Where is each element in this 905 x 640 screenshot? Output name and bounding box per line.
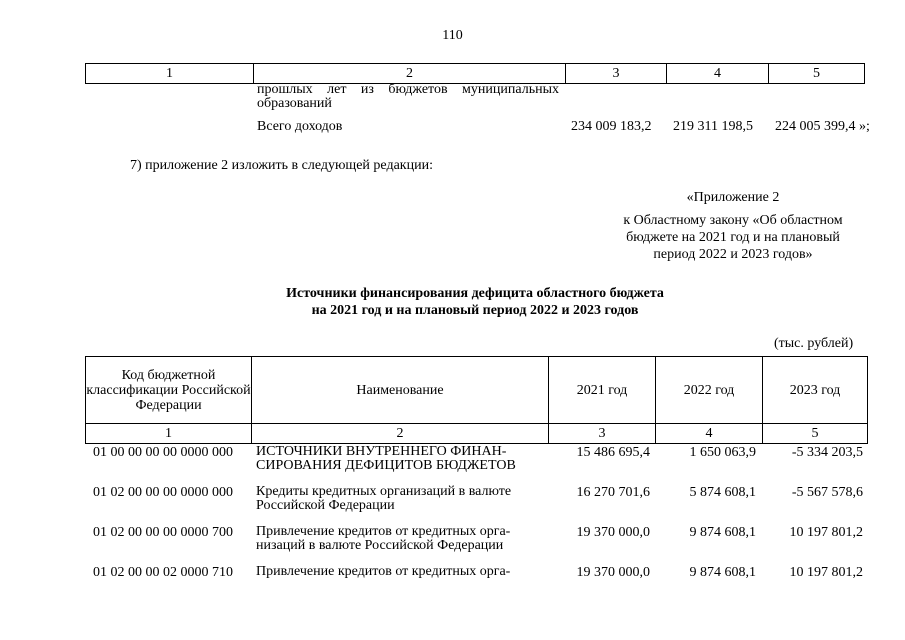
header-name: Наименование <box>252 357 549 424</box>
total-value-2022: 219 311 198,5 <box>673 119 753 134</box>
financing-sources-table <box>85 356 868 444</box>
column-number: 4 <box>667 64 769 84</box>
column-number: 2 <box>254 64 566 84</box>
row-name-line: Привлечение кредитов от кредитных орга- <box>256 564 511 579</box>
column-number: 1 <box>86 64 254 84</box>
column-number: 5 <box>763 424 868 444</box>
header-2022: 2022 год <box>656 357 763 424</box>
table-body <box>85 445 868 605</box>
header-code: Код бюджетной классификации Российской Федерации <box>86 357 252 424</box>
total-value-2021: 234 009 183,2 <box>571 119 652 134</box>
row-name-line: Привлечение кредитов от кредитных орга- <box>256 524 511 539</box>
row-value-2021: 19 370 000,0 <box>576 565 650 580</box>
total-label: Всего доходов <box>257 119 343 134</box>
column-number: 5 <box>769 64 865 84</box>
document-title <box>240 285 710 319</box>
row-code: 01 02 00 00 00 0000 700 <box>93 525 233 540</box>
row-name-line: низаций в валюте Российской Федерации <box>256 538 504 553</box>
document-title-line1: Источники финансирования дефицита областного бюджета <box>286 286 664 301</box>
table-row <box>85 485 868 525</box>
table-row <box>85 525 868 565</box>
table-row <box>85 445 868 485</box>
column-number: 3 <box>566 64 667 84</box>
row-code: 01 02 00 00 00 0000 000 <box>93 485 233 500</box>
table-row <box>85 565 868 605</box>
units-label: (тыс. рублей) <box>774 336 854 351</box>
row-name-line: СИРОВАНИЯ ДЕФИЦИТОВ БЮДЖЕТОВ <box>256 458 516 473</box>
row-name-line: Кредиты кредитных организаций в валюте <box>256 484 512 499</box>
column-number: 2 <box>252 424 549 444</box>
appendix-heading <box>608 190 858 263</box>
column-number: 4 <box>656 424 763 444</box>
row-value-2022: 5 874 608,1 <box>689 485 756 500</box>
continued-row-text: прошлых лет из бюджетов муниципальных образований <box>257 82 559 111</box>
row-value-2021: 15 486 695,4 <box>576 445 650 460</box>
page-number: 110 <box>442 28 463 43</box>
header-2023: 2023 год <box>763 357 868 424</box>
amendment-instruction: 7) приложение 2 изложить в следующей редакции: <box>130 158 433 173</box>
row-name-line: ИСТОЧНИКИ ВНУТРЕННЕГО ФИНАН- <box>256 444 507 459</box>
appendix-title: «Приложение 2 <box>686 190 780 205</box>
row-value-2022: 1 650 063,9 <box>689 445 756 460</box>
row-code: 01 02 00 00 02 0000 710 <box>93 565 233 580</box>
row-name <box>256 565 544 579</box>
row-value-2023: -5 334 203,5 <box>791 445 863 460</box>
column-number: 1 <box>86 424 252 444</box>
appendix-reference: к Областному закону «Об областном бюджете на 2021 год и на плановый период 2022 и 2023 годов» <box>623 213 843 262</box>
row-value-2022: 9 874 608,1 <box>689 565 756 580</box>
document-title-line2: на 2021 год и на плановый период 2022 и 2023 годов <box>311 303 639 318</box>
column-number: 3 <box>549 424 656 444</box>
row-value-2022: 9 874 608,1 <box>689 525 756 540</box>
row-name <box>256 445 544 473</box>
row-value-2021: 16 270 701,6 <box>576 485 650 500</box>
continuation-table-header <box>85 63 865 84</box>
row-value-2023: 10 197 801,2 <box>789 525 863 540</box>
row-name <box>256 525 544 553</box>
row-value-2023: 10 197 801,2 <box>789 565 863 580</box>
total-value-2023: 224 005 399,4 »; <box>775 119 870 134</box>
row-code: 01 00 00 00 00 0000 000 <box>93 445 233 460</box>
row-value-2023: -5 567 578,6 <box>791 485 863 500</box>
row-name-line: Российской Федерации <box>256 498 395 513</box>
row-name <box>256 485 544 513</box>
header-2021: 2021 год <box>549 357 656 424</box>
row-value-2021: 19 370 000,0 <box>576 525 650 540</box>
